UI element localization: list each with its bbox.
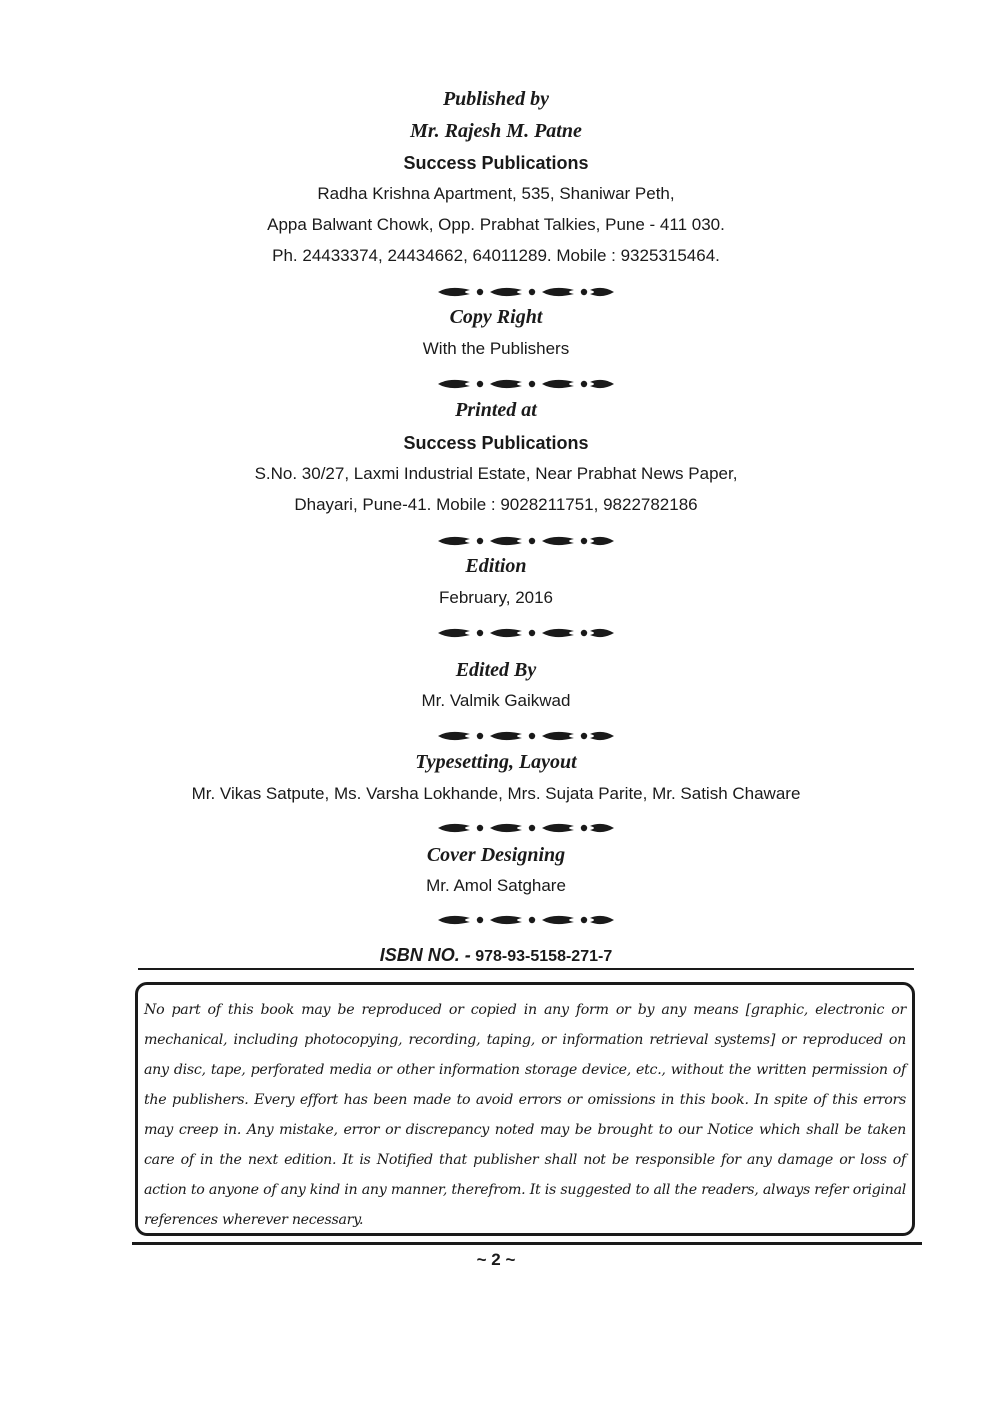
printer-address-line2: Dhayari, Pune-41. Mobile : 9028211751, 9822782186 bbox=[294, 495, 698, 514]
copyright-notice-box bbox=[135, 982, 915, 1236]
edition-heading: Edition bbox=[465, 555, 527, 577]
edition-value: February, 2016 bbox=[438, 588, 554, 607]
ornament-divider-icon bbox=[436, 533, 616, 549]
typesetting-heading: Typesetting, Layout bbox=[415, 751, 577, 773]
publisher-company: Success Publications bbox=[403, 153, 589, 173]
copyright-value: With the Publishers bbox=[422, 339, 570, 358]
typesetting-value: Mr. Vikas Satpute, Ms. Varsha Lokhande, Mrs. Sujata Parite, Mr. Satish Chaware bbox=[191, 784, 801, 803]
published-heading: Published by bbox=[442, 88, 550, 110]
cover-value: Mr. Amol Satghare bbox=[426, 876, 566, 895]
cover-heading: Cover Designing bbox=[426, 844, 566, 866]
edited-value: Mr. Valmik Gaikwad bbox=[421, 691, 571, 710]
ornament-divider-icon bbox=[436, 625, 616, 641]
ornament-divider-icon bbox=[436, 376, 616, 392]
copyright-notice-text: No part of this book may be reproduced or copied in any form or by any means [graphic, electronic or mechanical, including photocopying, recording, taping, or information retrieval systems] or reproduced on any disc, tape, perforated media or other information storage device, etc., without the written permission of the publishers. Every effort has been made to avoid errors or omissions in this book. In spite of this errors may creep in. Any mistake, error or discrepancy noted may be brought to our Notice which shall be taken care of in the next edition. It is Notified that publisher shall not be responsible for any damage or loss of action to anyone of any kind in any manner, therefrom. It is suggested to all the readers, always refer original references wherever necessary. bbox=[144, 1002, 906, 1228]
ornament-divider-icon bbox=[436, 728, 616, 744]
copyright-heading: Copy Right bbox=[449, 306, 543, 328]
page-number: ~ 2 ~ bbox=[476, 1250, 516, 1269]
isbn-label: ISBN NO. - bbox=[379, 945, 471, 965]
printer-company: Success Publications bbox=[403, 433, 589, 453]
ornament-divider-icon bbox=[436, 284, 616, 300]
edited-heading: Edited By bbox=[455, 659, 537, 681]
publisher-phone-line: Ph. 24433374, 24434662, 64011289. Mobile : 9325315464. bbox=[272, 246, 720, 265]
publisher-name: Mr. Rajesh M. Patne bbox=[410, 120, 582, 142]
bottom-rule bbox=[132, 1242, 922, 1245]
ornament-divider-icon bbox=[436, 912, 616, 928]
printed-heading: Printed at bbox=[455, 399, 537, 421]
isbn-line bbox=[0, 945, 992, 966]
ornament-divider-icon bbox=[436, 820, 616, 836]
printer-address-line1: S.No. 30/27, Laxmi Industrial Estate, Near Prabhat News Paper, bbox=[254, 464, 738, 483]
isbn-value: 978-93-5158-271-7 bbox=[475, 948, 613, 965]
publisher-address-line2: Appa Balwant Chowk, Opp. Prabhat Talkies, Pune - 411 030. bbox=[267, 215, 725, 234]
publisher-address-line1: Radha Krishna Apartment, 535, Shaniwar Peth, bbox=[317, 184, 675, 203]
top-rule bbox=[138, 968, 914, 970]
